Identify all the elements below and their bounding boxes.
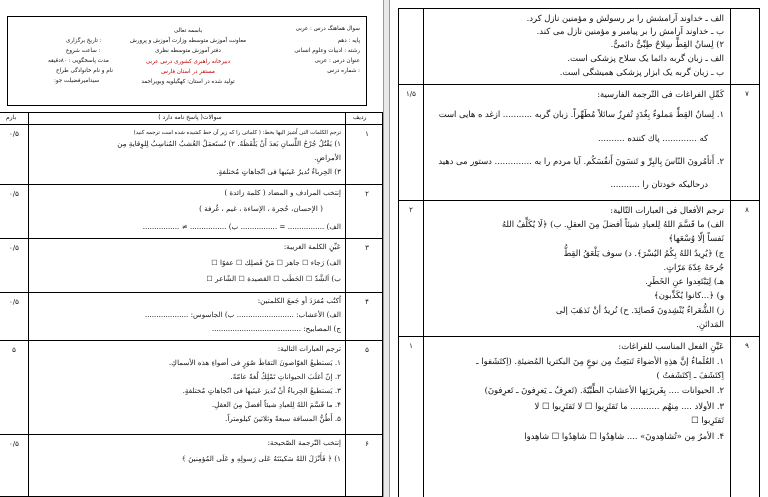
q3-line-3[interactable]: ب) اَلشَّدّ ☐ الحَطَب ☐ القصیدة ☐ الشّاعر ☐ xyxy=(206,274,341,283)
q7-line-3: که ............. پاك کننده .......... xyxy=(598,133,708,143)
q4-line-2: الف) الأعشاب: ......................... ب) الجاسوس: ................... xyxy=(144,310,341,319)
header-right-3: رشته : ادبیات وعلوم انسانی xyxy=(294,48,360,54)
q8-line-8: ز) الشُّعَراءُ یُنْشِدونَ قَصائِدَ. ح) نُریدُ أنْ نَذهَبَ إلی xyxy=(555,305,724,315)
q1-line-2: ۱) یَقْتُلُ جُرْحُ اللِّسانِ بَعدَ أَنْ یَلْفَظَهُ. ۲) تُستَعمَلُ العُشبُ المُناسِبُ لِلوِقایةِ مِن xyxy=(117,139,341,148)
q3-line-1: عَیِّنِ الکلمة الغریبة: xyxy=(283,242,341,251)
q7-line-2: ۱. لِسانُ القِطِّ مَملوءٌ بِغُدَدٍ تُفرِزُ سائلاً مُطَهِّراً. زبان گربه ........... ازغد ه هایی است xyxy=(438,109,724,119)
header-left-5: :سیدامیرفضیلت جو xyxy=(54,78,100,84)
q8-line-6: هـ) لِیَبْتَعِدوا عنِ الخَطَرِ. xyxy=(645,276,724,286)
q5-line-6: ۵. أَطُنُّ المسافة سبعةً وثلاثینَ کیلومتراً. xyxy=(225,414,341,423)
q2-number: ۲ xyxy=(365,190,369,198)
top-line-3: ۲) لِسانُ القِطِّ سِلاحٌ طِبِّیٌّ دائمیٌّ. xyxy=(610,39,724,49)
q4-line-1: اُکتُب مُفرَدَ أو جَمعَ الکلمتین: xyxy=(257,296,341,305)
q1-line-3: الأمراضِ. xyxy=(314,153,341,162)
header-right-5: شماره درس : xyxy=(327,68,360,74)
header-office: دفتر آموزش متوسطه نظری xyxy=(155,48,221,54)
right-page xyxy=(390,0,768,497)
q9-line-2: ۱. العُلَماءُ إنَّ هذِهِ الأضواءَ تَنبَعِثُ مِن نوعٍ مِنَ البکتریا المُضیئةِ. (اِکتَشَفوا ـ xyxy=(476,356,724,366)
exam-header-box xyxy=(7,16,367,106)
header-ministry: معاونت آموزش متوسطه وزارت آموزش و پرورش xyxy=(129,38,247,44)
q9-line-4[interactable]: ۲. الحیوانات .... بِغَریزَتِها الأعشابَ الطِّبِّیّةَ. (تَعرِفُ ـ یَعرِفونَ ـ تَعرِفونَ) xyxy=(484,385,724,395)
q3-line-2[interactable]: الف) رَجاء ☐ جاهز ☐ مَنْ فَصلِك ☐ عفوًا ☐ xyxy=(211,258,341,267)
q6-line-1: إنتخب التّرجمة الصّحیحة: xyxy=(267,438,341,447)
q8-line-2: الف) ما قَسَّمَ اللهُ لِلعبادِ شیئاً أفضلَ مِنَ العقلِ. ب) ﴿لَا یُکَلِّفُ اللهُ xyxy=(501,219,724,229)
left-page xyxy=(0,0,383,497)
q4-score: ۰/۵ xyxy=(9,298,19,306)
q5-line-5: ۴. ما قَسَّمَ اللهُ لِلعبادِ شیئاً أفضلَ مِنَ العقلِ. xyxy=(211,400,341,409)
q4-line-3: ج) المصابیح: ....................................... xyxy=(211,324,341,333)
table-head-score: بارم xyxy=(6,114,17,121)
header-secretariat: دبیرخانه راهبری کشوری درس عربی xyxy=(145,59,231,65)
q8-line-1: ترجم الأفعال فی العبارات التّالیة: xyxy=(610,205,724,215)
header-left-2: ساعت شروع : xyxy=(66,48,101,54)
q5-line-3: ۲. إنّ أغلَبَ الحیواناتِ تَمْلِكُ لُغةً عامّةً. xyxy=(230,372,341,381)
q9-line-1: عَیِّنِ الفعل المناسب للفراغات: xyxy=(618,341,724,351)
q6-line-2: ۱) ﴿ فَأَنْزَلَ اللهُ سَکینَتَهُ عَلی رَسولِهِ و عَلَی المُؤمِنینَ ﴾ xyxy=(181,454,341,463)
header-basmala: باسمه تعالی xyxy=(173,28,203,34)
q4-number: ۴ xyxy=(365,298,369,306)
q3-number: ۳ xyxy=(365,244,369,252)
table-head-questions: سوالات( پاسخ نامه دارد ) xyxy=(158,114,222,121)
q9-score: ۱ xyxy=(409,342,413,350)
q2-line-3: الف) ................ = ................ ب) ................ ≠ ................ xyxy=(142,222,341,231)
header-left-1: تاریخ برگزاری : xyxy=(66,38,102,44)
q1-score: ۰/۵ xyxy=(9,130,19,138)
q1-number: ۱ xyxy=(365,130,369,138)
q7-line-5: درحالیکه خودتان را ........... xyxy=(610,179,708,189)
q6-number: ۶ xyxy=(365,440,369,448)
q2-score: ۰/۵ xyxy=(9,190,19,198)
q2-line-1: إنتخب المرادف و المضاد ( کلمة زائدة ) xyxy=(224,188,341,197)
q5-line-4: ۳. یَستطیعُ الحِرباءُ أنْ تُدیرَ عَینَیها فی اتّجاهاتٍ مُختلفةٍ. xyxy=(182,386,341,395)
q8-line-4: ج) ﴿یُرِیدُ اللهُ بِکُمُ الیُسْرَ﴾. د) سوف یَلْعَقُ القِطُّ xyxy=(563,248,724,258)
page-gap xyxy=(383,0,390,497)
header-left-3: مدت پاسخگویی : ۸۰دقیقه xyxy=(48,58,109,64)
q8-number: ۸ xyxy=(745,206,749,214)
top-line-1: الف ـ خداوند آرامشش را بر رسولش و مؤمنین نازل کرد. xyxy=(526,13,724,23)
header-right-4: عنوان درس : عربی xyxy=(314,58,360,64)
table-head-radif: ردیف xyxy=(353,114,367,121)
q5-score: ۵ xyxy=(12,346,16,354)
q9-line-6[interactable]: تَقتَرِبوا ☐ xyxy=(691,415,724,425)
q8-line-5: جُرحَهُ عِدّةَ مَرّاتٍ. xyxy=(663,262,724,272)
q1-line-4: ۳) الحِرباءُ تُدیرُ عَینَیها فی اتّجاهاتٍ مُختلفةٍ. xyxy=(216,167,341,176)
q7-score: ۱/۵ xyxy=(406,90,416,98)
q8-line-3: نَفساً إلّا وُسْعَها﴾ xyxy=(668,233,724,243)
top-line-2: ب ـ خداوند آرامش را بر پیامبر و مؤمنین نازل می کند. xyxy=(536,26,724,36)
q9-line-5[interactable]: ۳. الأولاد .... مِنهُم ........... ما تَقتَرِبوا ☐ لا تَقتَرِبوا ☐ لا xyxy=(534,401,724,411)
q5-line-1: ترجم العبارات التالیة: xyxy=(277,344,341,353)
q8-line-9: المَدائنِ. xyxy=(696,319,724,329)
q7-line-1: کَمِّلِ الفراغات فی التّرجمة الفارسیة: xyxy=(597,89,724,99)
q3-score: ۰/۵ xyxy=(9,244,19,252)
q7-number: ۷ xyxy=(745,90,749,98)
q9-line-7[interactable]: ۴. الأمرُ مِن «تُشاهِدونَ» .... شاهِدُوا ☐ شاهِدُوا ☐ شاهِدوا xyxy=(524,431,724,441)
header-province: مستقر در استان فارس xyxy=(161,69,215,75)
header-right-1: سوال هماهنگ درس : عربی xyxy=(295,26,360,32)
q9-line-3[interactable]: اِکتَشَفَ ـ اِکتَشَفتُ ) xyxy=(656,370,724,380)
header-produced: تولید شده در استان: کهگیلویه وبویراحمد xyxy=(141,79,235,85)
header-right-2: پایه : دهم xyxy=(337,38,360,44)
q6-score: ۰/۵ xyxy=(9,440,19,448)
q7-line-4: ۲. أَتأمُرونَ النّاسَ بِالبِرِّ و تَنسَونَ أَنفُسَکُم. آیا مردم را به .............. دستور می دهید xyxy=(438,156,724,166)
top-line-4: الف ـ زبان گربه دائما یک سلاح پزشکی است. xyxy=(567,53,724,63)
q5-number: ۵ xyxy=(365,346,369,354)
q8-line-7: و) ﴿...کانوا یُکَذِّبون﴾ xyxy=(653,290,724,300)
header-left-4: نام و نام خانوادگی طراح xyxy=(56,68,113,74)
q5-line-2: ۱. یَستطیعُ الغوّاصونَ التقاطَ صُوَرٍ فی أضواءِ هذه الأسماكِ. xyxy=(168,358,341,367)
q9-number: ۹ xyxy=(745,342,749,350)
top-line-5: ب ـ زبان گربه یک ابزار پزشکی همیشگی است. xyxy=(559,67,724,77)
q2-line-2: ( الإحسان، حُجرة ، الإساءة ، غیم ، غُرفة ) xyxy=(199,204,323,213)
q8-score: ۲ xyxy=(409,206,413,214)
q1-line-1: ترجم الکلمات التی اُشیرَ الیها بخط: ( کلماتی را که زیر آن خط کشیده شده است ترجمه کنید) xyxy=(133,130,341,136)
